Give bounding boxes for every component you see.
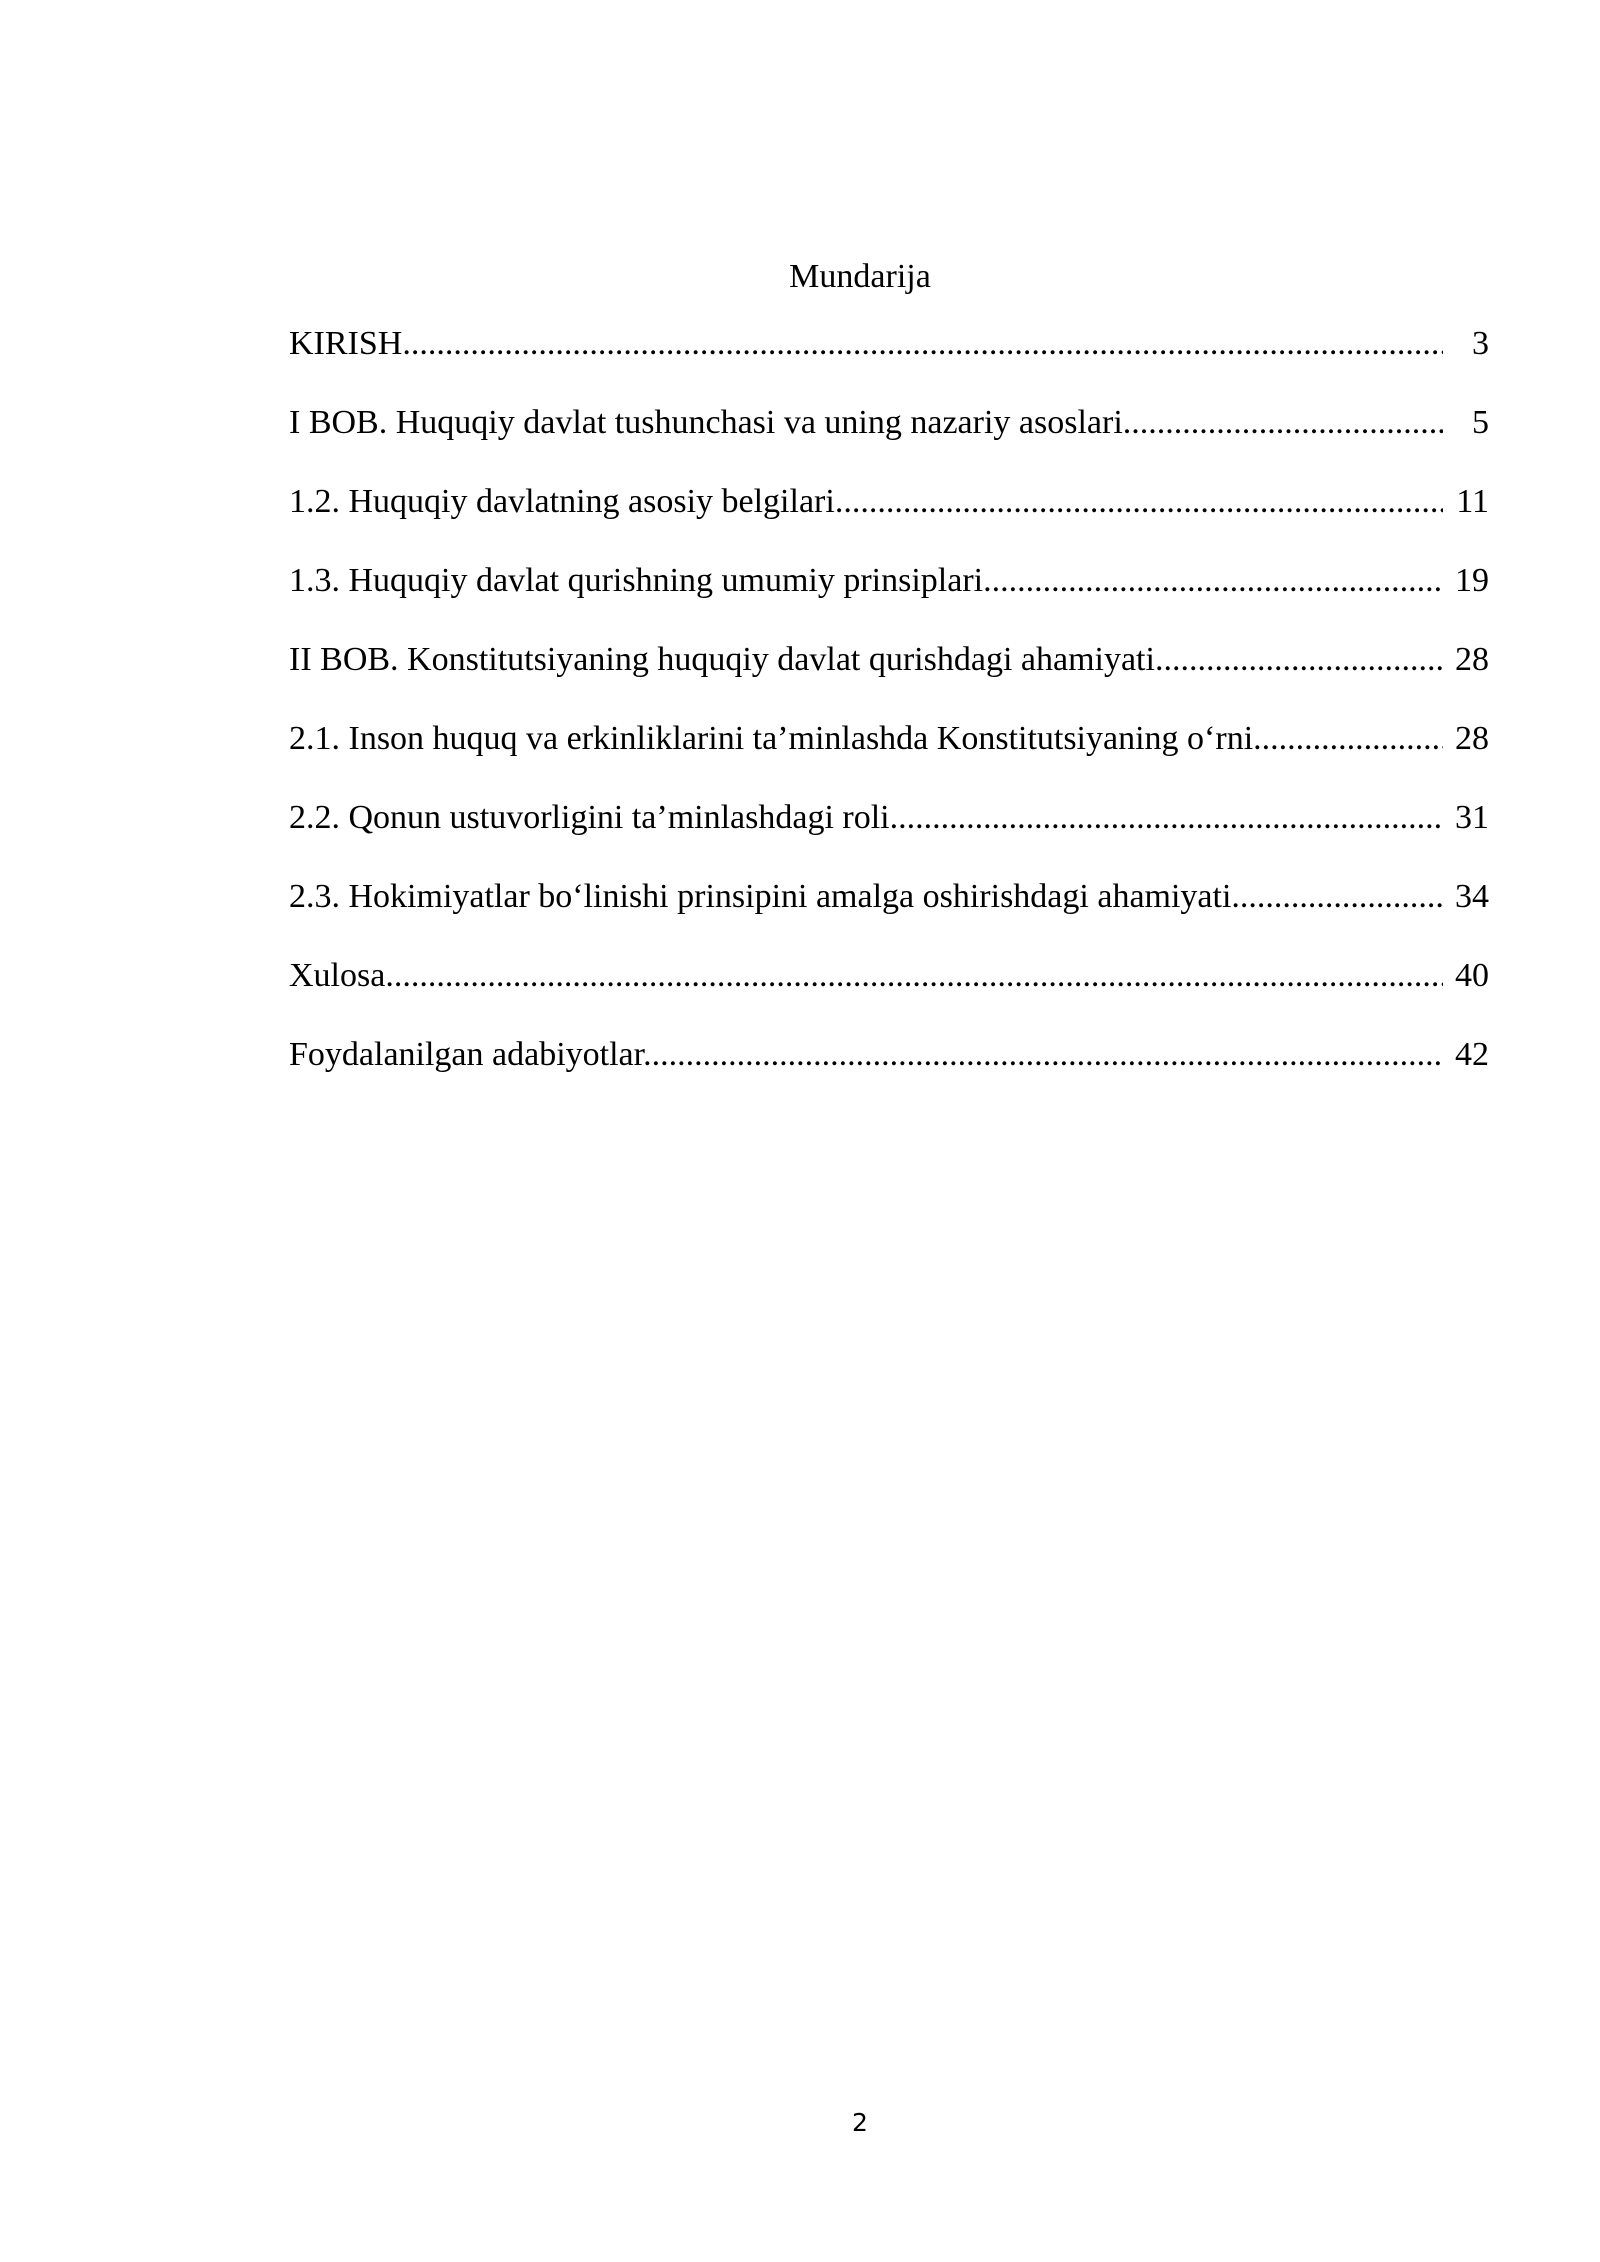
toc-entry-page: 3 [1470,318,1489,370]
toc-entry-page: 28 [1453,634,1489,686]
toc-entry-kirish [289,318,1489,397]
toc-entry-section-2-3 [289,871,1489,950]
toc-entry-label: 2.2. Qonun ustuvorligini ta’minlashdagi roli ..... [289,792,1443,844]
toc-entry-label: 2.3. Hokimiyatlar bo‘linishi prinsipini amalga oshirishdagi ahamiyati ..... [289,871,1443,923]
toc-entry-label: 1.3. Huquqiy davlat qurishning umumiy prinsiplari ..... [289,555,1443,607]
toc-entry-label: 2.1. Inson huquq va erkinliklarini ta’minlashda Konstitutsiyaning o‘rni ..... [289,713,1443,765]
toc-entry-page: 5 [1470,397,1489,449]
toc-entry-section-1-2 [289,476,1489,555]
toc-entry-label: I BOB. Huquqiy davlat tushunchasi va uning nazariy asoslari ..... [289,397,1443,449]
toc-entry-page: 31 [1453,792,1489,844]
toc-entry-label: 1.2. Huquqiy davlatning asosiy belgilari ..... [289,476,1443,528]
toc-entry-page: 40 [1453,950,1489,1002]
toc-entry-section-1-3 [289,555,1489,634]
toc-entry-label: Xulosa ..... [289,950,1443,1002]
toc-entry-chapter-2 [289,634,1489,713]
toc-entry-label: Foydalanilgan adabiyotlar ..... [289,1029,1443,1081]
toc-entry-label: II BOB. Konstitutsiyaning huquqiy davlat qurishdagi ahamiyati ..... [289,634,1443,686]
toc-title: Mundarija [789,258,931,295]
toc-entry-xulosa [289,950,1489,1029]
toc-entry-references [289,1029,1489,1108]
toc-entry-chapter-1 [289,397,1489,476]
toc-entry-section-2-2 [289,792,1489,871]
toc-entry-page: 42 [1453,1029,1489,1081]
toc-entry-page: 34 [1453,871,1489,923]
footer-page-number: 2 [852,2108,868,2137]
toc-entry-page: 19 [1453,555,1489,607]
toc-entry-section-2-1 [289,713,1489,792]
toc-entry-page: 11 [1454,476,1489,528]
toc-entry-label: KIRISH ..... [289,318,1443,370]
toc-list [289,318,1489,1108]
toc-entry-page: 28 [1453,713,1489,765]
